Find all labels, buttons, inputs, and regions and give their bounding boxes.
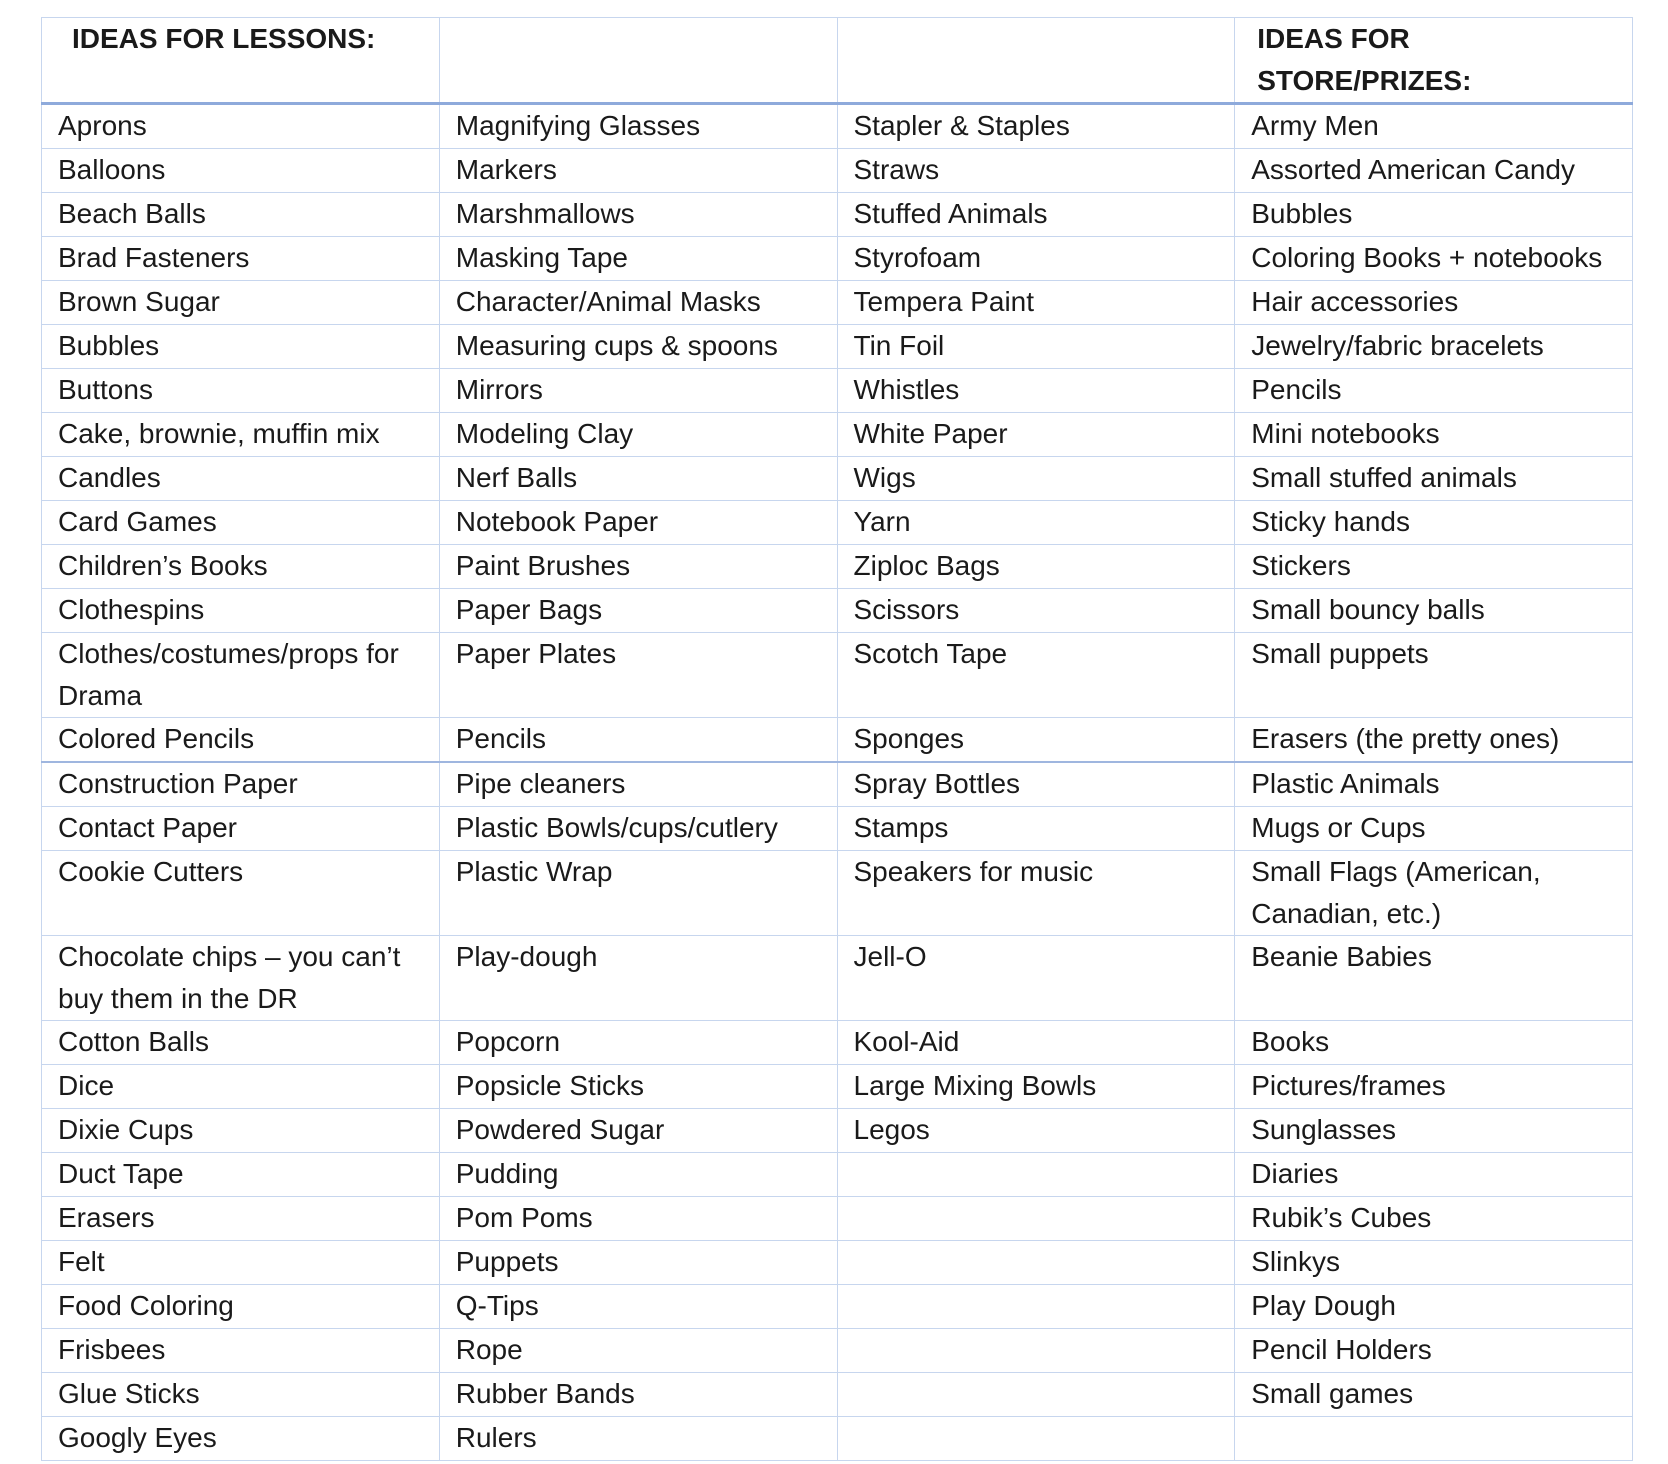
table-cell: Plastic Bowls/cups/cutlery xyxy=(439,807,837,851)
table-cell: Character/Animal Masks xyxy=(439,281,837,325)
table-cell: Sticky hands xyxy=(1235,501,1633,545)
table-cell: Assorted American Candy xyxy=(1235,149,1633,193)
table-cell: Wigs xyxy=(837,457,1235,501)
table-cell: Stapler & Staples xyxy=(837,104,1235,149)
table-row xyxy=(42,104,1633,149)
table-row xyxy=(42,369,1633,413)
table-cell: Play-dough xyxy=(439,936,837,1021)
table-cell: Dice xyxy=(42,1065,440,1109)
table-row xyxy=(42,718,1633,763)
table-cell: White Paper xyxy=(837,413,1235,457)
table-cell: Rubber Bands xyxy=(439,1373,837,1417)
table-row xyxy=(42,1417,1633,1461)
table-cell: Q-Tips xyxy=(439,1285,837,1329)
table-cell: Paper Bags xyxy=(439,589,837,633)
table-cell: Tempera Paint xyxy=(837,281,1235,325)
table-row xyxy=(42,457,1633,501)
table-cell: Sunglasses xyxy=(1235,1109,1633,1153)
table-row xyxy=(42,1021,1633,1065)
table-cell: Diaries xyxy=(1235,1153,1633,1197)
table-cell: Glue Sticks xyxy=(42,1373,440,1417)
table-cell: Duct Tape xyxy=(42,1153,440,1197)
table-cell: Felt xyxy=(42,1241,440,1285)
table-cell: Googly Eyes xyxy=(42,1417,440,1461)
table-cell: Mini notebooks xyxy=(1235,413,1633,457)
table-cell: Bubbles xyxy=(1235,193,1633,237)
table-cell: Ziploc Bags xyxy=(837,545,1235,589)
header-lessons: IDEAS FOR LESSONS: xyxy=(42,18,440,104)
table-cell: Popcorn xyxy=(439,1021,837,1065)
table-cell: Markers xyxy=(439,149,837,193)
table-cell: Aprons xyxy=(42,104,440,149)
table-cell: Pictures/frames xyxy=(1235,1065,1633,1109)
table-cell: Contact Paper xyxy=(42,807,440,851)
table-row xyxy=(42,501,1633,545)
table-cell: Nerf Balls xyxy=(439,457,837,501)
table-cell: Stuffed Animals xyxy=(837,193,1235,237)
table-cell: Scissors xyxy=(837,589,1235,633)
table-cell: Erasers (the pretty ones) xyxy=(1235,718,1633,763)
table-cell xyxy=(837,1197,1235,1241)
table-cell: Yarn xyxy=(837,501,1235,545)
table-cell: Beanie Babies xyxy=(1235,936,1633,1021)
supply-ideas-table xyxy=(41,17,1633,1461)
table-row xyxy=(42,851,1633,936)
table-row xyxy=(42,1109,1633,1153)
table-cell: Notebook Paper xyxy=(439,501,837,545)
table-row xyxy=(42,281,1633,325)
table-cell: Rulers xyxy=(439,1417,837,1461)
table-cell: Tin Foil xyxy=(837,325,1235,369)
table-cell: Small puppets xyxy=(1235,633,1633,718)
table-cell xyxy=(837,1373,1235,1417)
table-cell: Buttons xyxy=(42,369,440,413)
table-cell: Scotch Tape xyxy=(837,633,1235,718)
table-cell: Straws xyxy=(837,149,1235,193)
table-cell xyxy=(1235,1417,1633,1461)
table-cell: Play Dough xyxy=(1235,1285,1633,1329)
table-cell: Puppets xyxy=(439,1241,837,1285)
table-cell: Pipe cleaners xyxy=(439,762,837,807)
table-cell: Construction Paper xyxy=(42,762,440,807)
table-cell: Measuring cups & spoons xyxy=(439,325,837,369)
table-cell: Pudding xyxy=(439,1153,837,1197)
table-row xyxy=(42,589,1633,633)
table-row xyxy=(42,1285,1633,1329)
table-cell: Plastic Animals xyxy=(1235,762,1633,807)
table-cell: Spray Bottles xyxy=(837,762,1235,807)
header-blank-2 xyxy=(439,18,837,104)
table-row xyxy=(42,1241,1633,1285)
table-cell: Masking Tape xyxy=(439,237,837,281)
table-cell: Sponges xyxy=(837,718,1235,763)
table-row xyxy=(42,1373,1633,1417)
table-cell: Food Coloring xyxy=(42,1285,440,1329)
table-cell xyxy=(837,1241,1235,1285)
table-row xyxy=(42,936,1633,1021)
table-cell: Small bouncy balls xyxy=(1235,589,1633,633)
table-cell: Magnifying Glasses xyxy=(439,104,837,149)
table-cell xyxy=(837,1285,1235,1329)
table-cell: Clothespins xyxy=(42,589,440,633)
table-cell: Cookie Cutters xyxy=(42,851,440,936)
table-cell: Rope xyxy=(439,1329,837,1373)
table-cell: Clothes/costumes/props for Drama xyxy=(42,633,440,718)
table-cell: Erasers xyxy=(42,1197,440,1241)
table-cell xyxy=(837,1329,1235,1373)
table-cell: Candles xyxy=(42,457,440,501)
table-cell: Colored Pencils xyxy=(42,718,440,763)
table-cell: Cotton Balls xyxy=(42,1021,440,1065)
table-row xyxy=(42,149,1633,193)
table-cell: Bubbles xyxy=(42,325,440,369)
table-cell: Cake, brownie, muffin mix xyxy=(42,413,440,457)
table-cell: Coloring Books + notebooks xyxy=(1235,237,1633,281)
table-cell xyxy=(837,1153,1235,1197)
table-cell: Whistles xyxy=(837,369,1235,413)
table-cell: Jell-O xyxy=(837,936,1235,1021)
table-header xyxy=(42,18,1633,104)
table-cell: Rubik’s Cubes xyxy=(1235,1197,1633,1241)
table-row xyxy=(42,633,1633,718)
table-row xyxy=(42,762,1633,807)
table-cell: Hair accessories xyxy=(1235,281,1633,325)
table-row xyxy=(42,193,1633,237)
table-cell: Stickers xyxy=(1235,545,1633,589)
table-cell: Slinkys xyxy=(1235,1241,1633,1285)
table-cell: Mirrors xyxy=(439,369,837,413)
table-cell: Pencils xyxy=(1235,369,1633,413)
table-cell: Pencils xyxy=(439,718,837,763)
table-cell: Pom Poms xyxy=(439,1197,837,1241)
table-row xyxy=(42,413,1633,457)
table-cell: Styrofoam xyxy=(837,237,1235,281)
table-cell: Army Men xyxy=(1235,104,1633,149)
table-cell: Dixie Cups xyxy=(42,1109,440,1153)
table-cell: Small Flags (American, Canadian, etc.) xyxy=(1235,851,1633,936)
table-row xyxy=(42,237,1633,281)
table-cell: Pencil Holders xyxy=(1235,1329,1633,1373)
table-cell: Legos xyxy=(837,1109,1235,1153)
table-cell: Beach Balls xyxy=(42,193,440,237)
table-cell: Plastic Wrap xyxy=(439,851,837,936)
header-store-prizes: IDEAS FOR STORE/PRIZES: xyxy=(1235,18,1633,104)
table-cell xyxy=(837,1417,1235,1461)
table-body xyxy=(42,104,1633,1461)
table-cell: Chocolate chips – you can’t buy them in the DR xyxy=(42,936,440,1021)
table-cell: Small stuffed animals xyxy=(1235,457,1633,501)
table-cell: Large Mixing Bowls xyxy=(837,1065,1235,1109)
table-cell: Books xyxy=(1235,1021,1633,1065)
table-cell: Jewelry/fabric bracelets xyxy=(1235,325,1633,369)
table-row xyxy=(42,807,1633,851)
table-cell: Powdered Sugar xyxy=(439,1109,837,1153)
table-row xyxy=(42,545,1633,589)
table-cell: Small games xyxy=(1235,1373,1633,1417)
table-cell: Paper Plates xyxy=(439,633,837,718)
table-cell: Marshmallows xyxy=(439,193,837,237)
table-cell: Paint Brushes xyxy=(439,545,837,589)
table-cell: Children’s Books xyxy=(42,545,440,589)
table-cell: Frisbees xyxy=(42,1329,440,1373)
table-cell: Stamps xyxy=(837,807,1235,851)
table-cell: Kool-Aid xyxy=(837,1021,1235,1065)
table-cell: Balloons xyxy=(42,149,440,193)
table-cell: Mugs or Cups xyxy=(1235,807,1633,851)
table-row xyxy=(42,1197,1633,1241)
table-row xyxy=(42,1153,1633,1197)
table-row xyxy=(42,1065,1633,1109)
table-cell: Brown Sugar xyxy=(42,281,440,325)
table-cell: Speakers for music xyxy=(837,851,1235,936)
header-row xyxy=(42,18,1633,104)
table-cell: Card Games xyxy=(42,501,440,545)
table-cell: Popsicle Sticks xyxy=(439,1065,837,1109)
header-blank-3 xyxy=(837,18,1235,104)
table-row xyxy=(42,325,1633,369)
table-cell: Brad Fasteners xyxy=(42,237,440,281)
table-cell: Modeling Clay xyxy=(439,413,837,457)
table-row xyxy=(42,1329,1633,1373)
